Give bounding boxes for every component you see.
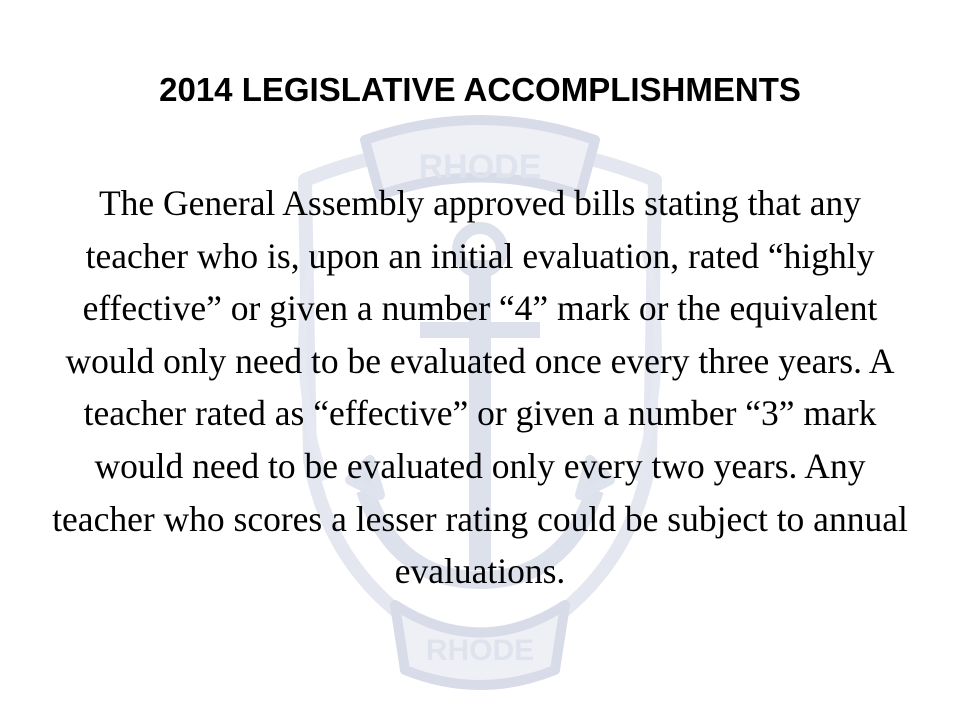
seal-bottom-text: RHODE [425,634,535,667]
slide-title: 2014 LEGISLATIVE ACCOMPLISHMENTS [159,71,801,108]
slide-body-text: The General Assembly approved bills stating that any teacher who is, upon an initial evaluation, rated “highly effective” or given a number “4” mark or the equivalent would only need to be evaluated once every three years. A teacher rated as “effective” or given a number “3” mark would need to be evaluated only every two years. Any teacher who scores a lesser rating could be subject to annual evaluations. [52,183,908,592]
seal-top-text: RHODE [418,148,542,186]
